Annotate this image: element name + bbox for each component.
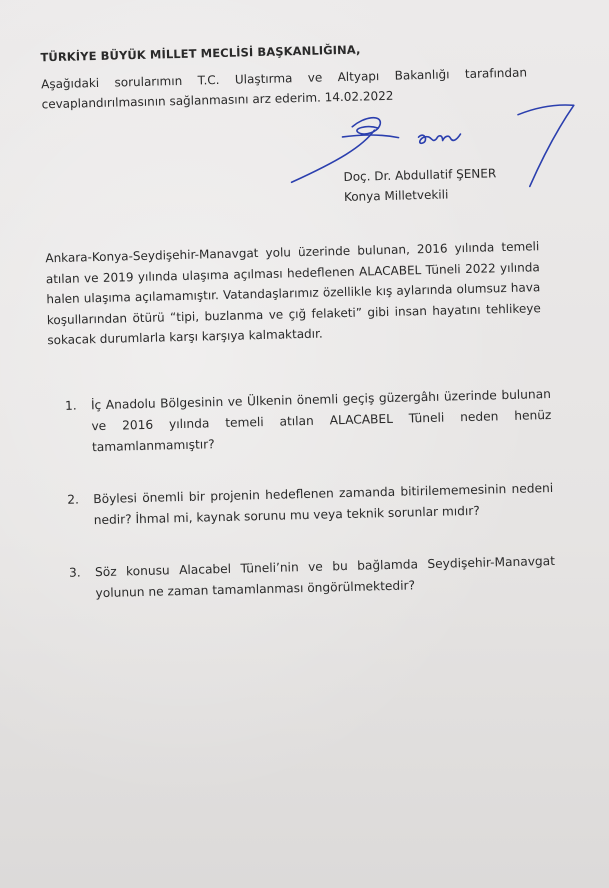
question-item — [67, 478, 554, 532]
question-text: Söz konusu Alacabel Tüneli’nin ve bu bağlamda Seydişehir-Manavgat yolunun ne zaman tamamlanması öngörülmektedir? — [94, 553, 556, 601]
signatory-block — [343, 163, 497, 207]
question-number: 2. — [67, 492, 80, 507]
body-paragraph: Ankara-Konya-Seydişehir-Manavgat yolu üzerinde bulunan, 2016 yılında temeli atılan ve 2019 yılında ulaşıma açılması hedeflenen ALACABEL Tüneli 2022 yılında halen ulaşıma açılamamıştır. Vatandaşlarımız özellikle kış aylarında olumsuz hava koşullarından ötürü “tipi, buzlanma ve çığ felaketi” gibi insan hayatını tehlikeye sokacak durumlarla karşı karşıya kalmaktadır. — [45, 239, 541, 348]
signatory-title: Konya Milletvekili — [343, 187, 449, 204]
question-item — [65, 384, 552, 459]
question-list — [65, 384, 557, 636]
addressee-heading: TÜRKİYE BÜYÜK MİLLET MECLİSİ BAŞKANLIĞINA, — [40, 42, 361, 65]
question-text: İç Anadolu Bölgesinin ve Ülkenin önemli geçiş güzergâhı üzerinde bulunan ve 2016 yılında temeli atılan ALACABEL Tüneli neden henüz tamamlanmamıştır? — [90, 386, 552, 455]
question-number: 1. — [64, 398, 77, 413]
intro-paragraph: Aşağıdaki sorularımın T.C. Ulaştırma ve Altyapı Bakanlığı tarafından cevaplandırılmasının sağlanmasını arz ederim. 14.02.2022 — [40, 65, 528, 112]
signatory-name: Doç. Dr. Abdullatif ŞENER — [343, 166, 497, 184]
question-item — [69, 551, 556, 605]
question-number: 3. — [68, 565, 81, 580]
question-text: Böylesi önemli bir projenin hedeflenen zamanda bitirilememesinin nedeni nedir? İhmal mi, kaynak sorunu mu veya teknik sorunlar mıdır? — [93, 480, 554, 528]
